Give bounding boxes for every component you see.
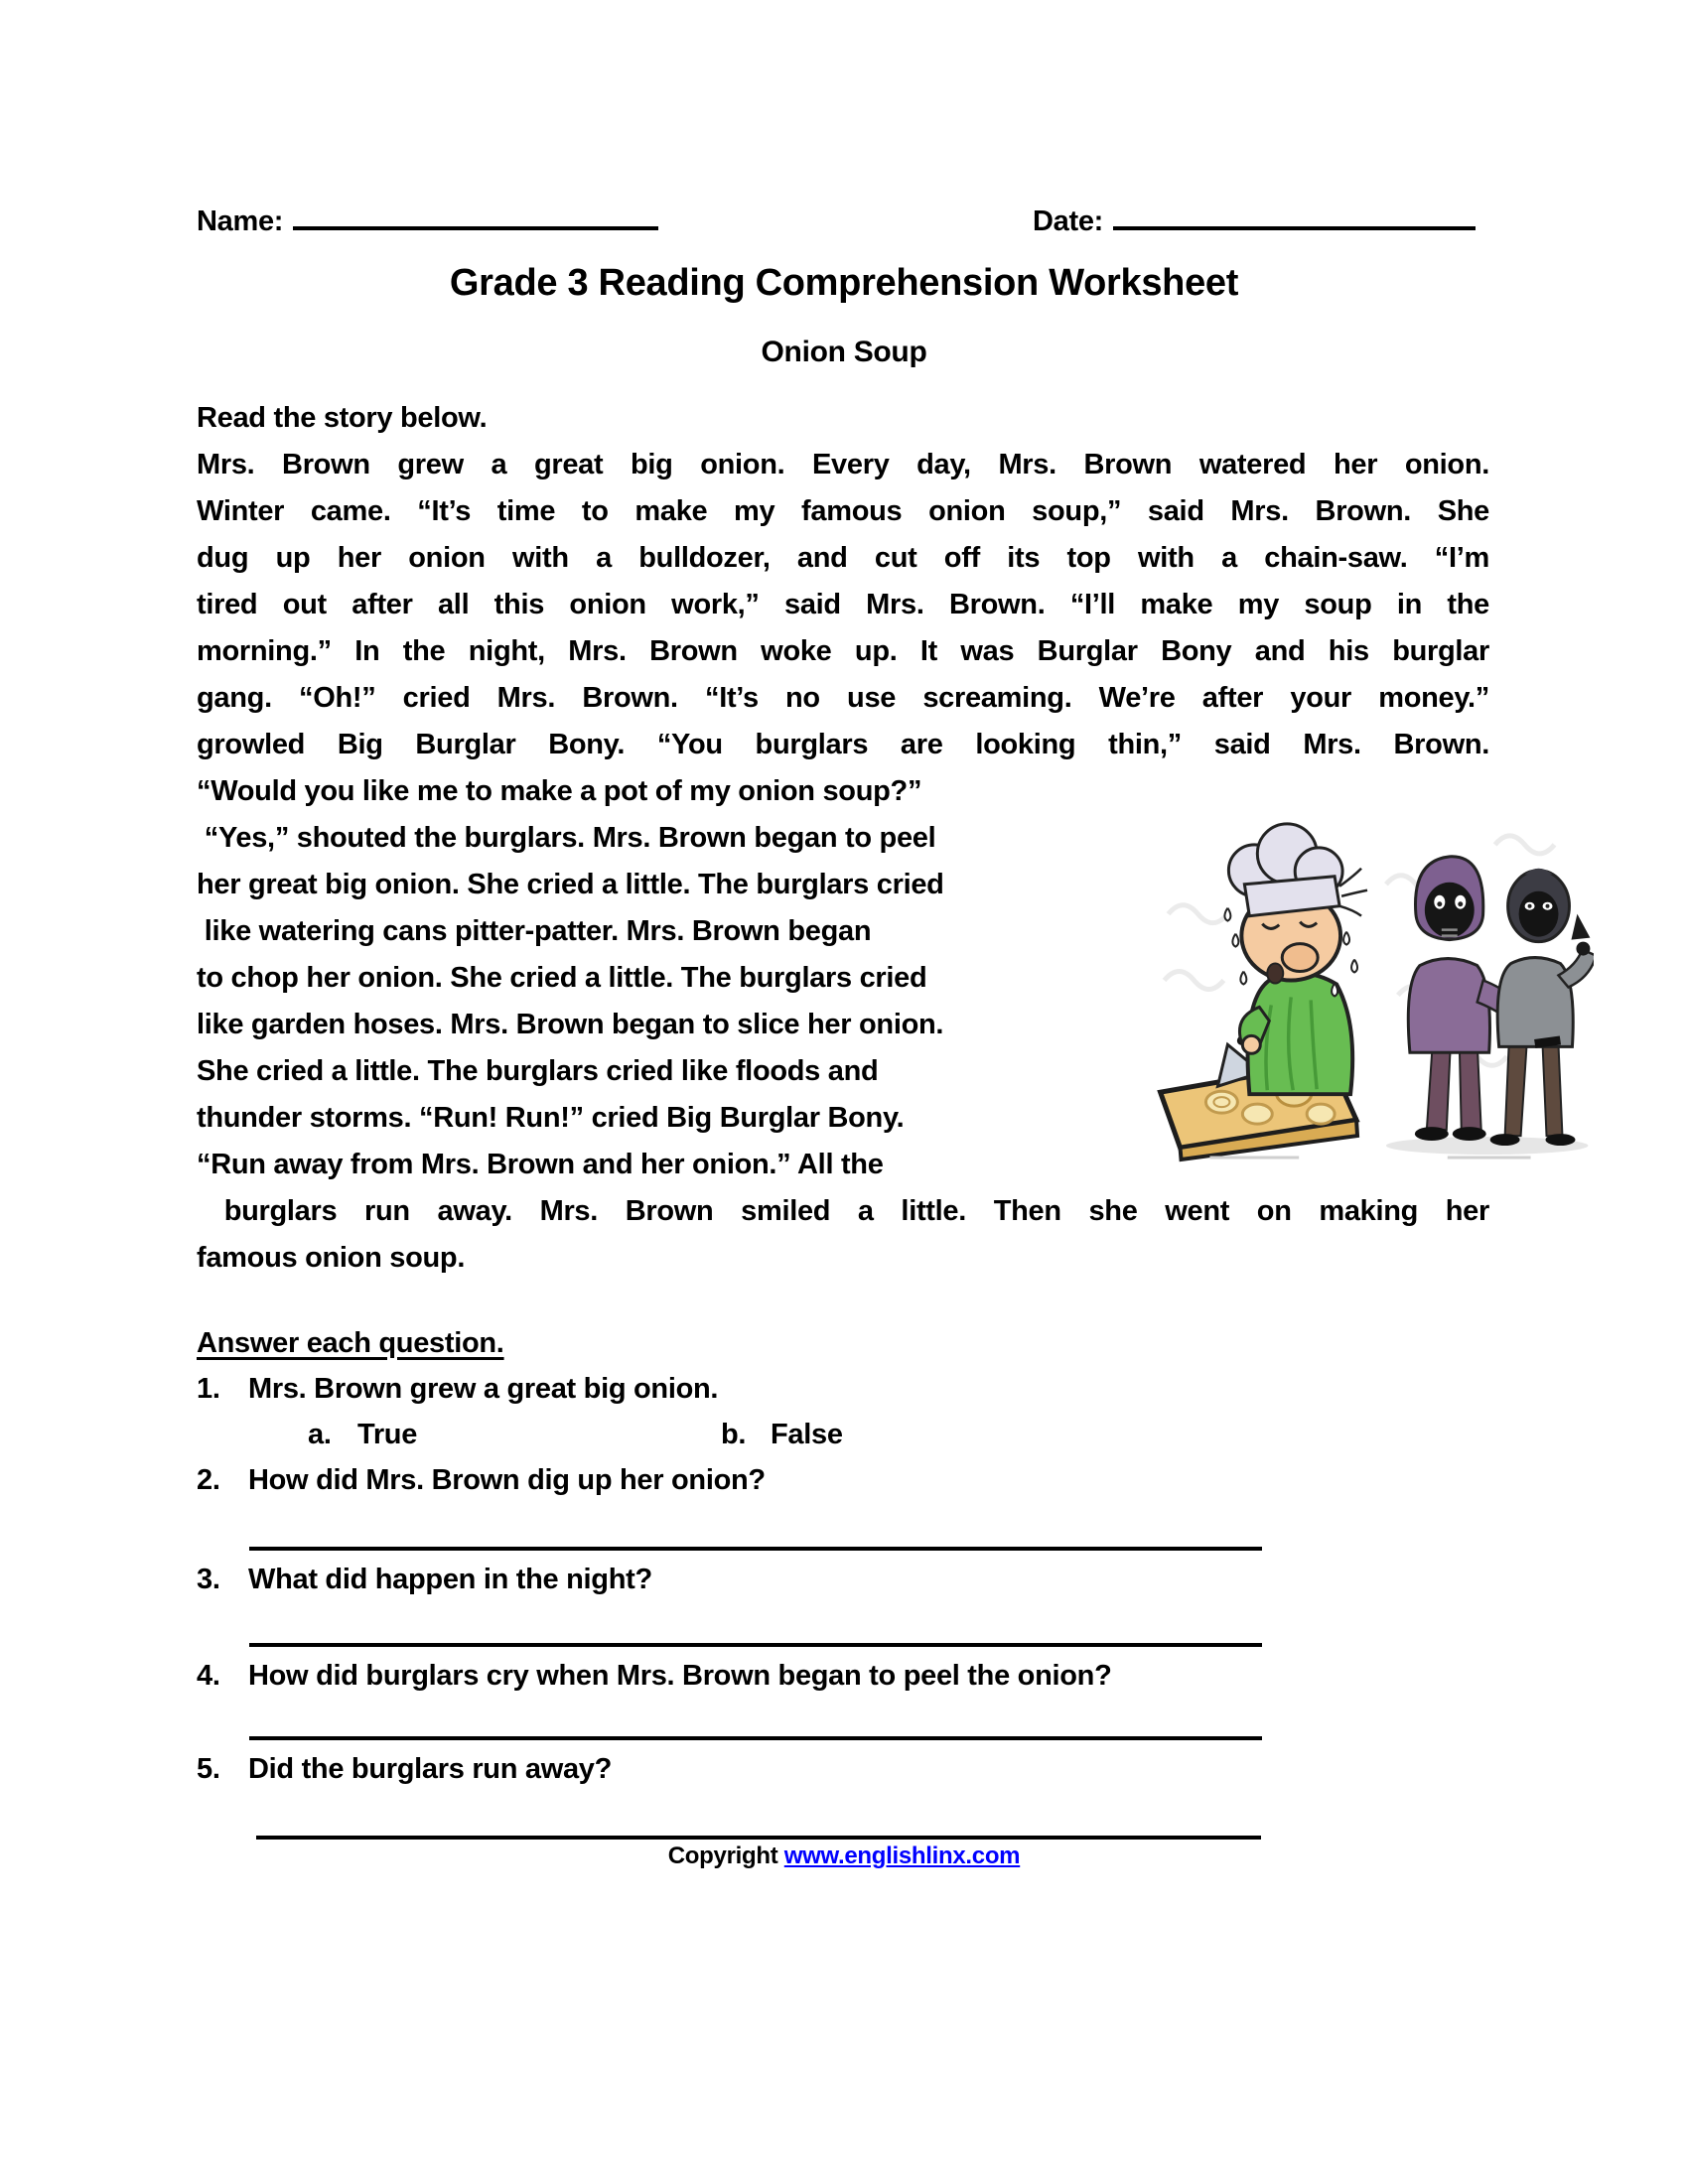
story-line: growled Big Burglar Bony. “You burglars are looking thin,” said Mrs. Brown.	[197, 729, 1489, 760]
question-4	[197, 1653, 1489, 1699]
date-field-row	[1033, 197, 1476, 238]
story-line: burglars run away. Mrs. Brown smiled a little. Then she went on making her	[197, 1195, 1489, 1227]
story-section	[197, 395, 1489, 1282]
story-line: “Run away from Mrs. Brown and her onion.” All the	[197, 1149, 884, 1180]
story-line: “Yes,” shouted the burglars. Mrs. Brown began to peel	[197, 822, 936, 854]
question-text: How did Mrs. Brown dig up her onion?	[248, 1464, 766, 1496]
answer-blank-line[interactable]	[256, 1836, 1261, 1840]
story-line: tired out after all this onion work,” said Mrs. Brown. “I’ll make my soup in the	[197, 589, 1489, 620]
illustration-svg	[1150, 797, 1594, 1163]
question-text: Did the burglars run away?	[248, 1753, 613, 1785]
question-text: What did happen in the night?	[248, 1564, 652, 1595]
question-number: 4.	[197, 1660, 220, 1692]
story-line: gang. “Oh!” cried Mrs. Brown. “It’s no use screaming. We’re after your money.”	[197, 682, 1489, 714]
option-true[interactable]	[308, 1412, 721, 1457]
copyright-footer	[0, 1843, 1688, 1870]
name-field-row	[197, 197, 658, 238]
story-title: Onion Soup	[761, 336, 927, 368]
story-line: famous onion soup.	[197, 1242, 466, 1274]
story-line: thunder storms. “Run! Run!” cried Big Burglar Bony.	[197, 1102, 905, 1134]
worksheet-illustration	[1150, 797, 1594, 1163]
copyright-label: Copyright	[667, 1843, 778, 1869]
question-1-options	[197, 1412, 1489, 1457]
story-line: She cried a little. The burglars cried like floods and	[197, 1055, 879, 1087]
story-line: like watering cans pitter-patter. Mrs. Brown began	[197, 915, 872, 947]
question-1	[197, 1366, 1489, 1412]
answer-blank-line[interactable]	[249, 1736, 1262, 1740]
page-title: Grade 3 Reading Comprehension Worksheet	[449, 262, 1239, 304]
question-number: 1.	[197, 1373, 220, 1405]
mrs-brown-clipart	[1161, 824, 1367, 1160]
answer-blank-line[interactable]	[249, 1643, 1262, 1647]
name-label: Name:	[197, 205, 284, 237]
burglars-clipart	[1386, 857, 1594, 1158]
name-blank-line[interactable]	[293, 197, 658, 230]
story-line: to chop her onion. She cried a little. The burglars cried	[197, 962, 927, 994]
option-text: True	[357, 1419, 418, 1450]
date-blank-line[interactable]	[1113, 197, 1476, 230]
option-text: False	[771, 1419, 843, 1450]
question-2	[197, 1457, 1489, 1503]
story-line: morning.” In the night, Mrs. Brown woke up. It was Burglar Bony and his burglar	[197, 635, 1489, 667]
story-line: like garden hoses. Mrs. Brown began to slice her onion.	[197, 1009, 944, 1040]
story-line: Winter came. “It’s time to make my famous onion soup,” said Mrs. Brown. She	[197, 495, 1489, 527]
question-5	[197, 1746, 1489, 1792]
questions-heading: Answer each question.	[197, 1327, 504, 1359]
option-false[interactable]	[721, 1419, 843, 1450]
story-instruction: Read the story below.	[197, 402, 488, 434]
question-number: 5.	[197, 1753, 220, 1785]
story-line: her great big onion. She cried a little. The burglars cried	[197, 869, 944, 900]
story-line: Mrs. Brown grew a great big onion. Every day, Mrs. Brown watered her onion.	[197, 449, 1489, 480]
question-text: Mrs. Brown grew a great big onion.	[248, 1373, 719, 1405]
question-number: 2.	[197, 1464, 220, 1496]
option-label: a.	[308, 1419, 332, 1450]
answer-blank-line[interactable]	[249, 1547, 1262, 1551]
questions-section	[197, 1320, 1489, 1845]
question-number: 3.	[197, 1564, 220, 1595]
story-line: “Would you like me to make a pot of my onion soup?”	[197, 775, 922, 807]
englishlinx-link[interactable]: www.englishlinx.com	[783, 1843, 1021, 1869]
option-label: b.	[721, 1419, 747, 1450]
question-text: How did burglars cry when Mrs. Brown began to peel the onion?	[248, 1660, 1112, 1692]
date-label: Date:	[1033, 205, 1104, 237]
question-3	[197, 1557, 1489, 1602]
story-line: dug up her onion with a bulldozer, and cut off its top with a chain-saw. “I’m	[197, 542, 1489, 574]
